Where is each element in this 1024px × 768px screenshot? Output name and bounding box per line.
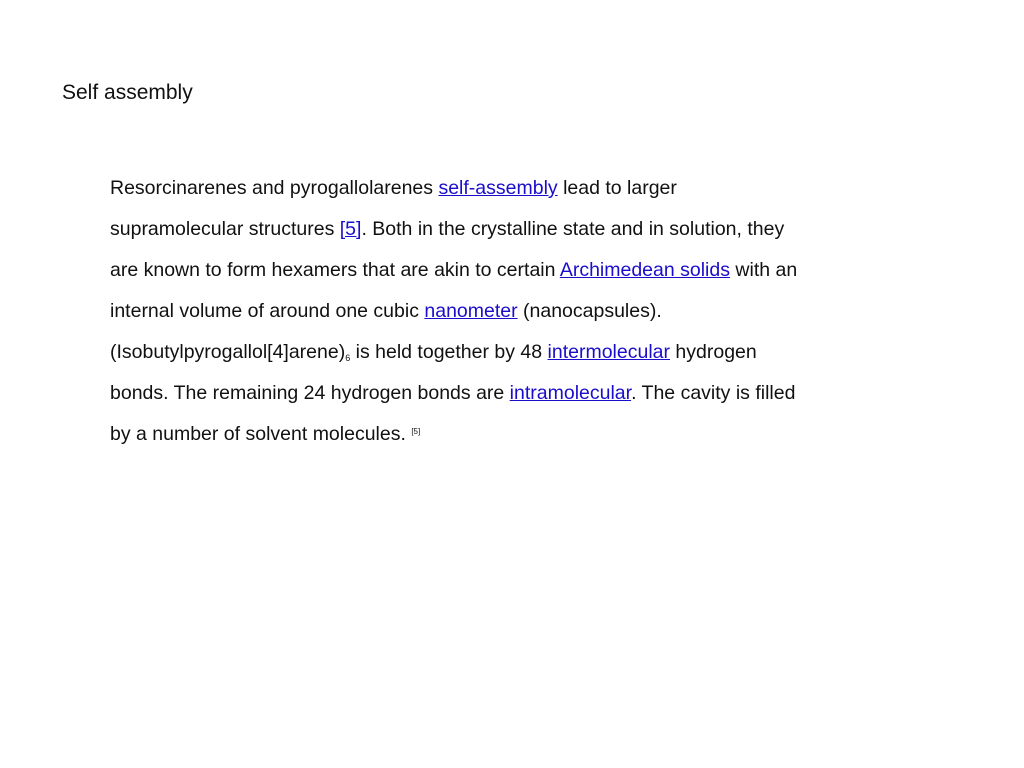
paragraph-line-5 (110, 332, 930, 373)
text-segment: (nanocapsules). (517, 300, 662, 322)
text-segment: by a number of solvent molecules. (110, 423, 412, 445)
page-title: Self assembly (62, 81, 193, 104)
archimedean-solids-link[interactable]: Archimedean solids (559, 259, 730, 281)
nanometer-link[interactable]: nanometer (424, 300, 518, 322)
paragraph-line-2 (110, 209, 930, 250)
text-segment: bonds. The remaining 24 hydrogen bonds are (110, 382, 510, 404)
self-assembly-link[interactable]: self-assembly (438, 177, 558, 199)
text-segment: . The cavity is filled (631, 382, 796, 404)
subscript: 6 (345, 353, 351, 363)
citation-5-link[interactable]: [5] (339, 218, 362, 240)
text-segment: are known to form hexamers that are akin to certain (110, 259, 560, 281)
paragraph-line-6 (110, 373, 930, 414)
text-segment: . Both in the crystalline state and in solution, they (361, 218, 785, 240)
text-segment: is held together by 48 (350, 341, 548, 363)
paragraph-line-1 (110, 168, 930, 209)
intramolecular-link[interactable]: intramolecular (509, 382, 632, 404)
text-segment: supramolecular structures (110, 218, 340, 240)
text-segment: lead to larger (557, 177, 677, 199)
intermolecular-link[interactable]: intermolecular (547, 341, 670, 363)
text-segment: hydrogen (670, 341, 757, 363)
body-paragraph (110, 168, 930, 455)
text-segment: internal volume of around one cubic (110, 300, 425, 322)
text-segment: Resorcinarenes and pyrogallolarenes (110, 177, 439, 199)
paragraph-line-4 (110, 291, 930, 332)
citation-superscript: [5] (411, 427, 421, 436)
text-segment: (Isobutylpyrogallol[4]arene) (110, 341, 346, 363)
text-segment: with an (729, 259, 798, 281)
paragraph-line-3 (110, 250, 930, 291)
paragraph-line-7 (110, 414, 930, 455)
